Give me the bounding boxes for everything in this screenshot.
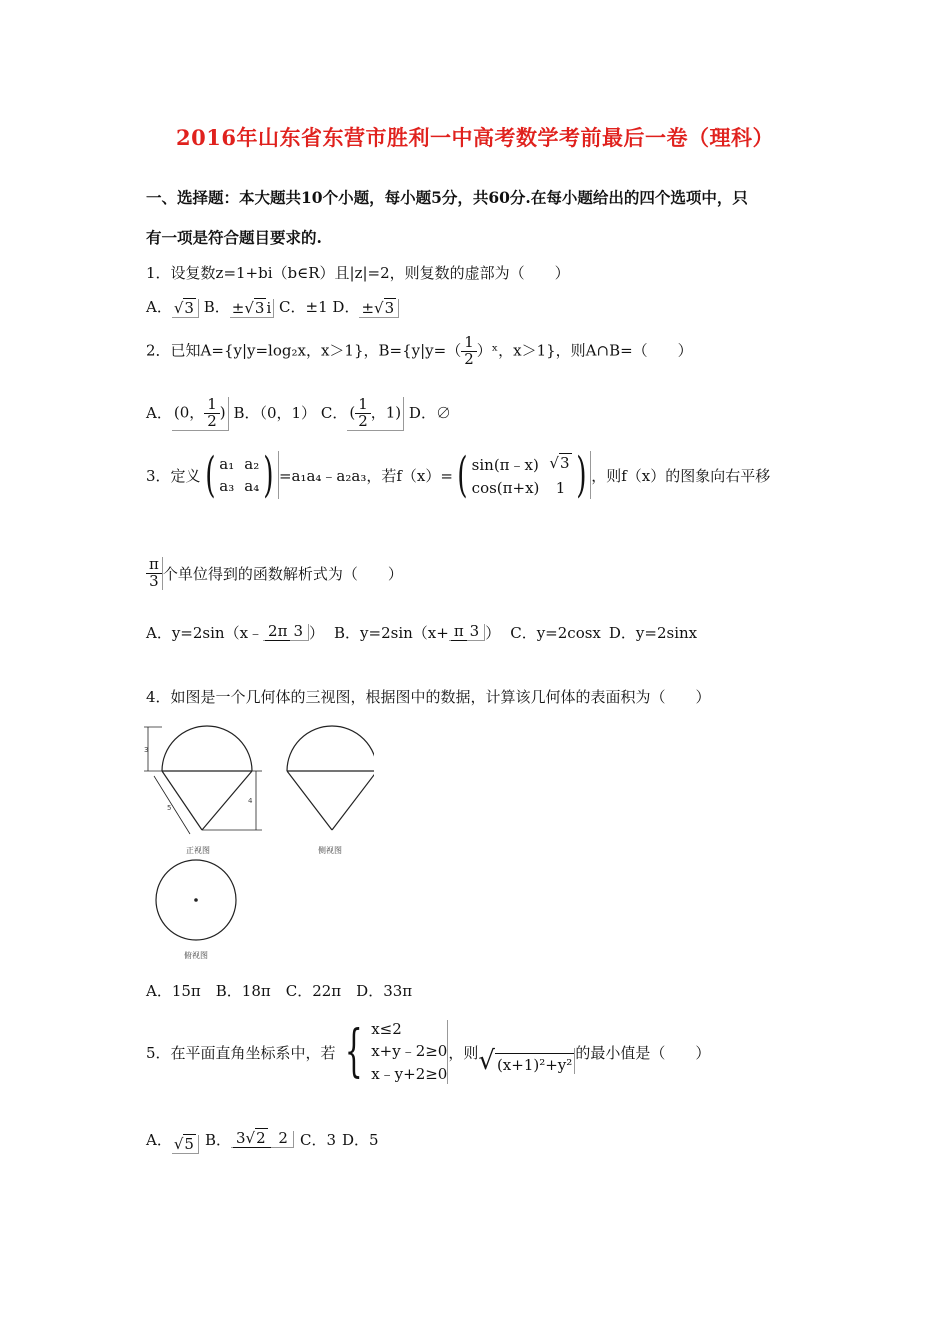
q2-stem (146, 335, 693, 368)
q1-d-label: D． (332, 298, 360, 316)
q3-d-option: D．y=2sinx (608, 624, 698, 642)
side-view-semicircle (287, 726, 374, 771)
q5-constraint-system: { x≤2 x+y﹣2≥0 x﹣y+2≥0 (336, 1020, 449, 1084)
front-view-semicircle (162, 726, 252, 771)
q2-stem-frac: $\frac{1}{2}$ (461, 335, 477, 368)
q1-stem: 1．设复数z=1+bi（b∈R）且|z|=2，则复数的虚部为（ ） (146, 264, 570, 282)
q4-options: A．15π B．18π C．22π D．33π (146, 982, 413, 1000)
q3-stem-line2 (146, 557, 403, 590)
q2-options (146, 397, 451, 431)
side-view-caption: 侧视图 (318, 846, 342, 855)
front-view-caption: 正视图 (186, 846, 210, 855)
q4-stem: 4．如图是一个几何体的三视图，根据图中的数据，计算该几何体的表面积为（ ） (146, 688, 711, 706)
q2-a-value: (0， $\frac{1}{2}$ ) (172, 397, 229, 431)
q1-options (146, 296, 399, 318)
q3-a-pre: A．y=2sin（x﹣ (146, 624, 264, 642)
q1-b-value: ±√3 i (230, 299, 275, 318)
q2-a-label: A． (146, 403, 172, 422)
top-view-caption: 俯视图 (184, 951, 208, 960)
dim-5-label: 5 (167, 804, 172, 812)
q2-stem-post: ）ˣ，x＞1}，则A∩B=（ ） (476, 341, 693, 360)
q3-stem-pre: 3．定义 (146, 466, 201, 485)
dim-4-label: 4 (248, 797, 253, 805)
q3-c-option: C．y=2cosx (510, 624, 601, 642)
q5-stem-post: 的最小值是（ ） (575, 1043, 711, 1062)
q1-c-option: C．±1 (279, 298, 328, 316)
q5-options (146, 1125, 379, 1154)
q5-b-label: B． (204, 1131, 231, 1149)
q1-a-value: √3 (172, 299, 199, 318)
q5-stem (146, 1012, 710, 1092)
q3-definition-matrix: ( a₁ a₂ a₃ a₄ ) (201, 451, 279, 499)
q3-options (146, 622, 697, 643)
q3-b-post: ） (485, 624, 501, 642)
q3-stem-post: ，则f（x）的图象向右平移 (591, 466, 771, 485)
q5-constraint-2: x+y﹣2≥0 (371, 1042, 448, 1060)
q3-a-post: ） (309, 624, 325, 642)
q5-stem-mid: ，则 (448, 1043, 479, 1062)
q1-a-label: A． (146, 298, 172, 316)
q3-shift-frac: $\frac{\pi}{3}$ (146, 557, 163, 590)
q3-b-pre: B．y=2sin（x+ (334, 624, 449, 642)
q5-c-option: C．3 (299, 1131, 336, 1149)
q3-a-frac: 2π 3 (263, 624, 309, 641)
q1-d-value: ±√3 (359, 299, 399, 318)
q5-b-frac: 3√2 2 (231, 1131, 294, 1148)
q4-three-view-figure (144, 722, 374, 962)
q5-constraint-3: x﹣y+2≥0 (371, 1065, 448, 1083)
q5-a-label: A． (146, 1131, 172, 1149)
q2-b-option: B．（0，1） (233, 403, 317, 422)
q3-b-frac: π 3 (449, 624, 485, 641)
page-title: 2016年山东省东营市胜利一中高考数学考前最后一卷（理科） (176, 125, 774, 150)
q2-stem-pre: 2．已知A={y|y=log₂x，x＞1}，B={y|y=（ (146, 341, 462, 360)
q5-stem-pre: 5．在平面直角坐标系中，若 (146, 1043, 336, 1062)
dim-3-label: 3 (144, 746, 149, 754)
q5-a-value: √5 (172, 1135, 199, 1154)
q5-constraint-1: x≤2 (371, 1020, 402, 1038)
q2-c-label: C． (320, 403, 348, 422)
q2-c-value: ( $\frac{1}{2}$ ，1) (347, 397, 404, 431)
section-header-line2: 有一项是符合题目要求的. (146, 228, 322, 247)
q5-sqrt-expression: √ (x+1)²+y² (478, 1048, 575, 1074)
q2-d-option: D．∅ (408, 403, 451, 422)
q3-stem-line2-text: 个单位得到的函数解析式为（ ） (162, 564, 403, 583)
q1-b-label: B． (203, 298, 230, 316)
q3-stem-mid: =a₁a₄﹣a₂a₃，若f（x）= (278, 466, 453, 485)
q3-function-matrix: ( sin(π﹣x) √3 cos(π+x) 1 ) (453, 451, 591, 499)
q5-d-option: D．5 (342, 1131, 379, 1149)
q3-stem (146, 447, 771, 503)
section-header-line1: 一、选择题：本大题共10个小题，每小题5分，共60分.在每小题给出的四个选项中，只 (146, 188, 748, 207)
